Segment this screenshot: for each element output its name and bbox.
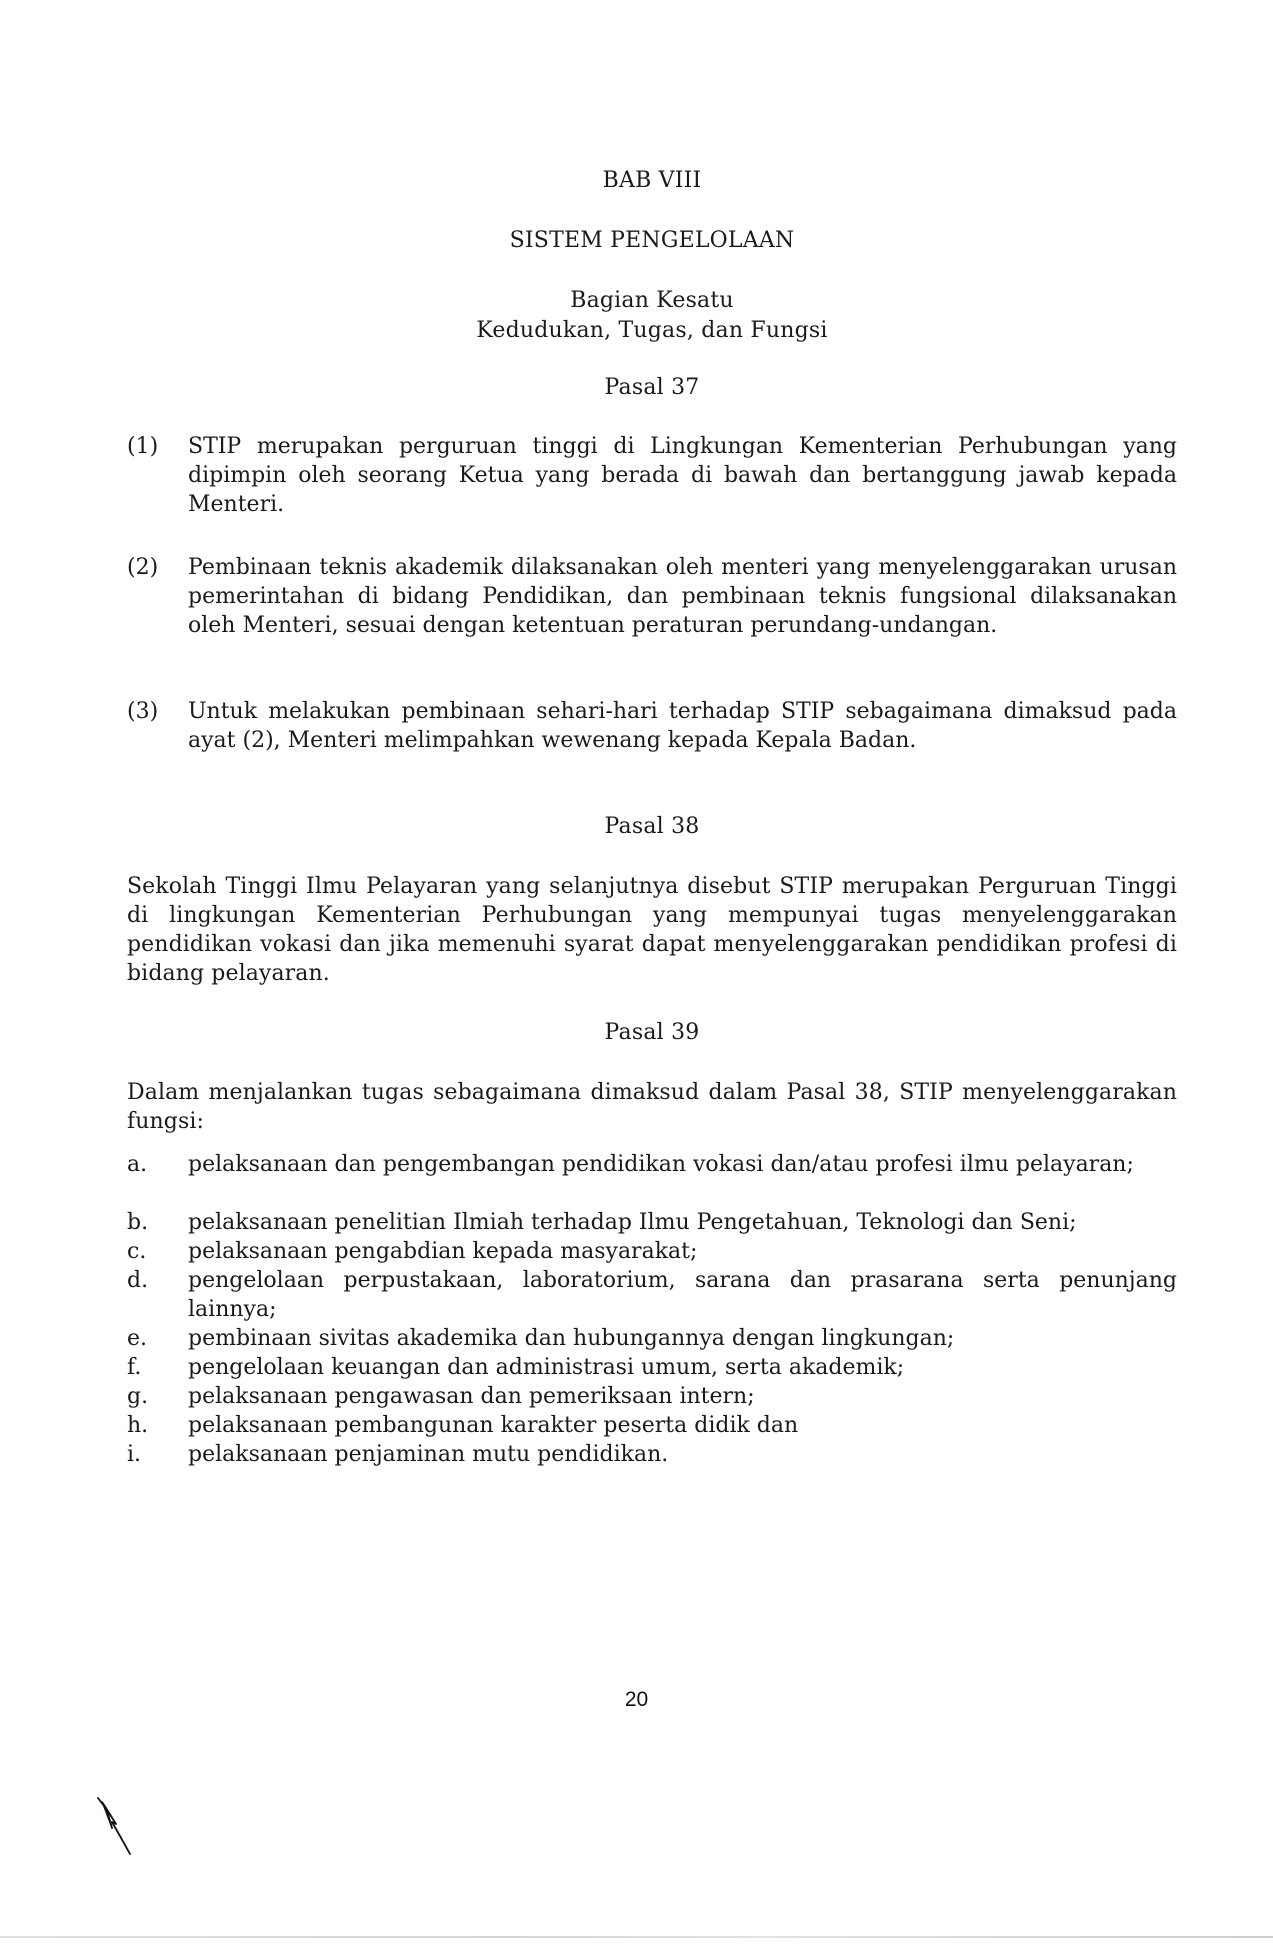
pasal-37-ayat-2 bbox=[127, 553, 1177, 640]
item-text: pelaksanaan penelitian Ilmiah terhadap Ilmu Pengetahuan, Teknologi dan Seni; bbox=[188, 1210, 1077, 1235]
item-letter: f. bbox=[127, 1355, 142, 1380]
fungsi-item-i bbox=[127, 1440, 1177, 1469]
item-letter: c. bbox=[127, 1239, 147, 1264]
pasal-37-ayat-3 bbox=[127, 697, 1177, 755]
ayat-number: (2) bbox=[127, 555, 159, 580]
item-letter: d. bbox=[127, 1268, 149, 1293]
fungsi-item-g bbox=[127, 1382, 1177, 1411]
ayat-text: Pembinaan teknis akademik dilaksanakan oleh menteri yang menyelenggarakan urusan pemerintahan di bidang Pendidikan, dan pembinaan teknis fungsional dilaksanakan oleh Menteri, sesuai dengan ketentuan peraturan perundang-undangan. bbox=[188, 555, 1177, 638]
pasal-39-intro: Dalam menjalankan tugas sebagaimana dimaksud dalam Pasal 38, STIP menyelenggarakan fungsi: bbox=[127, 1080, 1177, 1134]
fungsi-item-e bbox=[127, 1324, 1177, 1353]
chapter-label: BAB VIII bbox=[602, 168, 702, 193]
scan-edge-line bbox=[0, 1936, 1273, 1938]
section-title: Kedudukan, Tugas, dan Fungsi bbox=[476, 318, 828, 343]
item-letter: e. bbox=[127, 1326, 148, 1351]
ayat-text: Untuk melakukan pembinaan sehari-hari terhadap STIP sebagaimana dimaksud pada ayat (2), Menteri melimpahkan wewenang kepada Kepala Badan. bbox=[188, 699, 1177, 753]
pasal-38-heading: Pasal 38 bbox=[604, 814, 700, 839]
item-text: pengelolaan perpustakaan, laboratorium, sarana dan prasarana serta penunjang lainnya; bbox=[188, 1268, 1177, 1322]
pasal-39-heading: Pasal 39 bbox=[604, 1020, 700, 1045]
pasal-37-ayat-1 bbox=[127, 432, 1177, 519]
item-text: pengelolaan keuangan dan administrasi umum, serta akademik; bbox=[188, 1355, 905, 1380]
handwritten-initials-icon bbox=[90, 1792, 150, 1862]
item-text: pembinaan sivitas akademika dan hubungannya dengan lingkungan; bbox=[188, 1326, 955, 1351]
item-letter: g. bbox=[127, 1384, 149, 1409]
item-letter: b. bbox=[127, 1210, 149, 1235]
pasal-37-heading: Pasal 37 bbox=[604, 375, 700, 400]
item-text: pelaksanaan dan pengembangan pendidikan vokasi dan/atau profesi ilmu pelayaran; bbox=[188, 1152, 1134, 1177]
fungsi-item-c bbox=[127, 1237, 1177, 1266]
item-text: pelaksanaan penjaminan mutu pendidikan. bbox=[188, 1442, 669, 1467]
fungsi-item-b bbox=[127, 1208, 1177, 1237]
ayat-number: (1) bbox=[127, 434, 159, 459]
item-letter: a. bbox=[127, 1152, 148, 1177]
item-letter: i. bbox=[127, 1442, 142, 1467]
item-text: pelaksanaan pengawasan dan pemeriksaan intern; bbox=[188, 1384, 755, 1409]
chapter-title: SISTEM PENGELOLAAN bbox=[509, 228, 795, 253]
fungsi-item-h bbox=[127, 1411, 1177, 1440]
pasal-38-text: Sekolah Tinggi Ilmu Pelayaran yang selanjutnya disebut STIP merupakan Perguruan Tinggi di lingkungan Kementerian Perhubungan yang mempunyai tugas menyelenggarakan pendidikan vokasi dan jika memenuhi syarat dapat menyelenggarakan pendidikan profesi di bidang pelayaran. bbox=[127, 874, 1177, 986]
fungsi-item-a bbox=[127, 1150, 1177, 1179]
page-number: 20 bbox=[624, 1688, 649, 1711]
fungsi-item-f bbox=[127, 1353, 1177, 1382]
item-text: pelaksanaan pembangunan karakter peserta didik dan bbox=[188, 1413, 799, 1438]
item-text: pelaksanaan pengabdian kepada masyarakat; bbox=[188, 1239, 698, 1264]
ayat-number: (3) bbox=[127, 699, 159, 724]
item-letter: h. bbox=[127, 1413, 149, 1438]
fungsi-item-d bbox=[127, 1266, 1177, 1324]
section-label: Bagian Kesatu bbox=[570, 288, 734, 313]
ayat-text: STIP merupakan perguruan tinggi di Lingkungan Kementerian Perhubungan yang dipimpin oleh seorang Ketua yang berada di bawah dan bertanggung jawab kepada Menteri. bbox=[188, 434, 1177, 517]
